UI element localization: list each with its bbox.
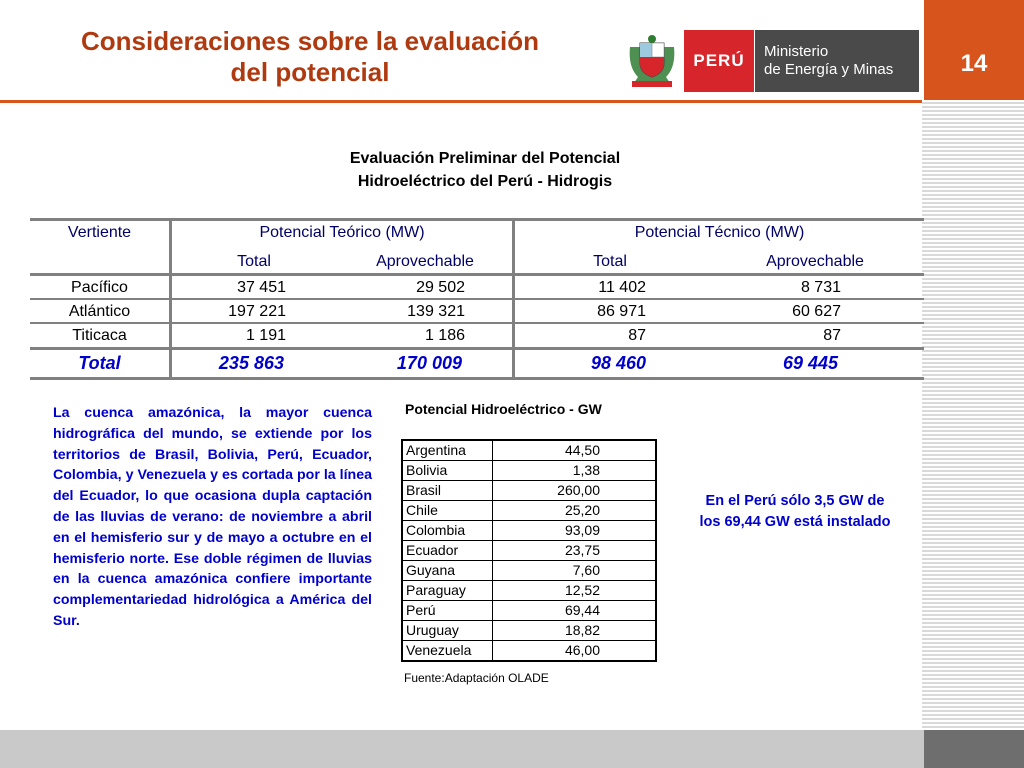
slide-title-line-2: del potencial (230, 57, 390, 87)
total-teorico-aprovechable: 170 009 (396, 353, 462, 373)
row-2-teorico-aprovechable: 139 321 (407, 303, 465, 320)
row-1-tecnico-total: 11 402 (598, 279, 646, 296)
ministry-line-1: Ministerio (764, 43, 829, 60)
table-row (402, 641, 656, 662)
footer-bar-accent (924, 730, 1024, 768)
table-row (402, 621, 656, 641)
row-1-teorico-aprovechable: 29 502 (416, 279, 465, 296)
ministry-brand-box (755, 30, 919, 92)
gw-country: Venezuela (402, 641, 492, 662)
gw-country: Argentina (402, 440, 492, 461)
table-title-line-2: Hidroeléctrico del Perú - Hidrogis (357, 173, 613, 190)
table-title-line-1: Evaluación Preliminar del Potencial (349, 150, 621, 167)
row-2-vertiente: Atlántico (68, 303, 131, 320)
gw-value: 23,75 (492, 541, 656, 561)
ministry-line-2: de Energía y Minas (764, 61, 894, 78)
gw-value: 18,82 (492, 621, 656, 641)
gw-table-source: Fuente:Adaptación OLADE (404, 671, 549, 685)
table-row (402, 521, 656, 541)
gw-value: 46,00 (492, 641, 656, 662)
header-potencial-teorico: Potencial Teórico (MW) (259, 224, 425, 241)
page-number-box (924, 0, 1024, 100)
gw-country: Perú (402, 601, 492, 621)
row-2-teorico-total: 197 221 (228, 303, 286, 320)
gw-country: Chile (402, 501, 492, 521)
row-3-vertiente: Titicaca (72, 327, 127, 344)
peru-brand-box (684, 30, 754, 92)
gw-country: Guyana (402, 561, 492, 581)
table-row (402, 561, 656, 581)
row-2-tecnico-aprovechable: 60 627 (792, 303, 841, 320)
footer-bar (0, 730, 924, 768)
header-tecnico-total: Total (593, 253, 627, 270)
table-title (300, 147, 670, 193)
gw-value: 12,52 (492, 581, 656, 601)
potential-table (30, 218, 924, 380)
coat-of-arms-icon (626, 33, 678, 89)
gw-value: 69,44 (492, 601, 656, 621)
gw-table-title: Potencial Hidroeléctrico - GW (405, 401, 602, 417)
total-tecnico-aprovechable: 69 445 (782, 353, 838, 373)
gw-value: 25,20 (492, 501, 656, 521)
gw-value: 1,38 (492, 461, 656, 481)
row-3-tecnico-aprovechable: 87 (823, 327, 841, 344)
gw-value: 93,09 (492, 521, 656, 541)
page-number: 14 (960, 50, 988, 77)
header-tecnico-aprovechable: Aprovechable (766, 253, 864, 270)
row-3-tecnico-total: 87 (628, 327, 646, 344)
gw-value: 7,60 (492, 561, 656, 581)
table-rule-total (30, 347, 924, 350)
gw-value: 260,00 (492, 481, 656, 501)
total-tecnico-total: 98 460 (590, 353, 646, 373)
table-row (402, 601, 656, 621)
row-1-teorico-total: 37 451 (237, 279, 286, 296)
header-vertiente: Vertiente (67, 224, 132, 241)
peru-brand-label: PERÚ (693, 51, 745, 70)
header-teorico-aprovechable: Aprovechable (376, 253, 474, 270)
row-3-teorico-aprovechable: 1 186 (424, 327, 465, 344)
gw-country: Ecuador (402, 541, 492, 561)
gw-table (401, 439, 657, 662)
row-1-tecnico-aprovechable: 8 731 (800, 279, 841, 296)
row-1-vertiente: Pacífico (71, 279, 128, 296)
slide-title-line-1: Consideraciones sobre la evaluación (80, 26, 540, 56)
total-teorico-total: 235 863 (218, 353, 284, 373)
table-row (402, 541, 656, 561)
table-row (402, 501, 656, 521)
row-3-teorico-total: 1 191 (245, 327, 286, 344)
row-2-tecnico-total: 86 971 (597, 303, 646, 320)
amazon-basin-paragraph: La cuenca amazónica, la mayor cuenca hidrográfica del mundo, se extiende por los territorios de Brasil, Bolivia, Perú, Ecuador, Colombia, y Venezuela y es cortada por la línea del Ecuador, lo que ocasiona dupla captación de las lluvias de verano: de noviembre a abril en el hemisferio sur y de mayo a octubre en el hemisferio norte. Ese doble régimen de lluvias en la cuenca amazónica confiere importante complementariedad hidrológica a América del Sur. (53, 405, 372, 629)
gw-value: 44,50 (492, 440, 656, 461)
table-rule-top (30, 218, 924, 221)
table-rule-header (30, 273, 924, 276)
slide-title (40, 26, 580, 88)
table-row (402, 481, 656, 501)
title-underline (0, 100, 922, 103)
table-rule-row-1 (30, 298, 924, 300)
total-label: Total (78, 353, 121, 373)
table-rule-row-2 (30, 322, 924, 324)
table-row (402, 440, 656, 461)
gw-country: Bolivia (402, 461, 492, 481)
decorative-stripes (922, 100, 1024, 730)
table-rule-bottom (30, 377, 924, 380)
gw-country: Paraguay (402, 581, 492, 601)
gw-country: Brasil (402, 481, 492, 501)
table-row (402, 461, 656, 481)
gw-country: Uruguay (402, 621, 492, 641)
table-row (402, 581, 656, 601)
gw-country: Colombia (402, 521, 492, 541)
header-teorico-total: Total (237, 253, 271, 270)
installed-capacity-note: En el Perú sólo 3,5 GW de los 69,44 GW está instalado (699, 493, 891, 530)
header-potencial-tecnico: Potencial Técnico (MW) (634, 224, 805, 241)
